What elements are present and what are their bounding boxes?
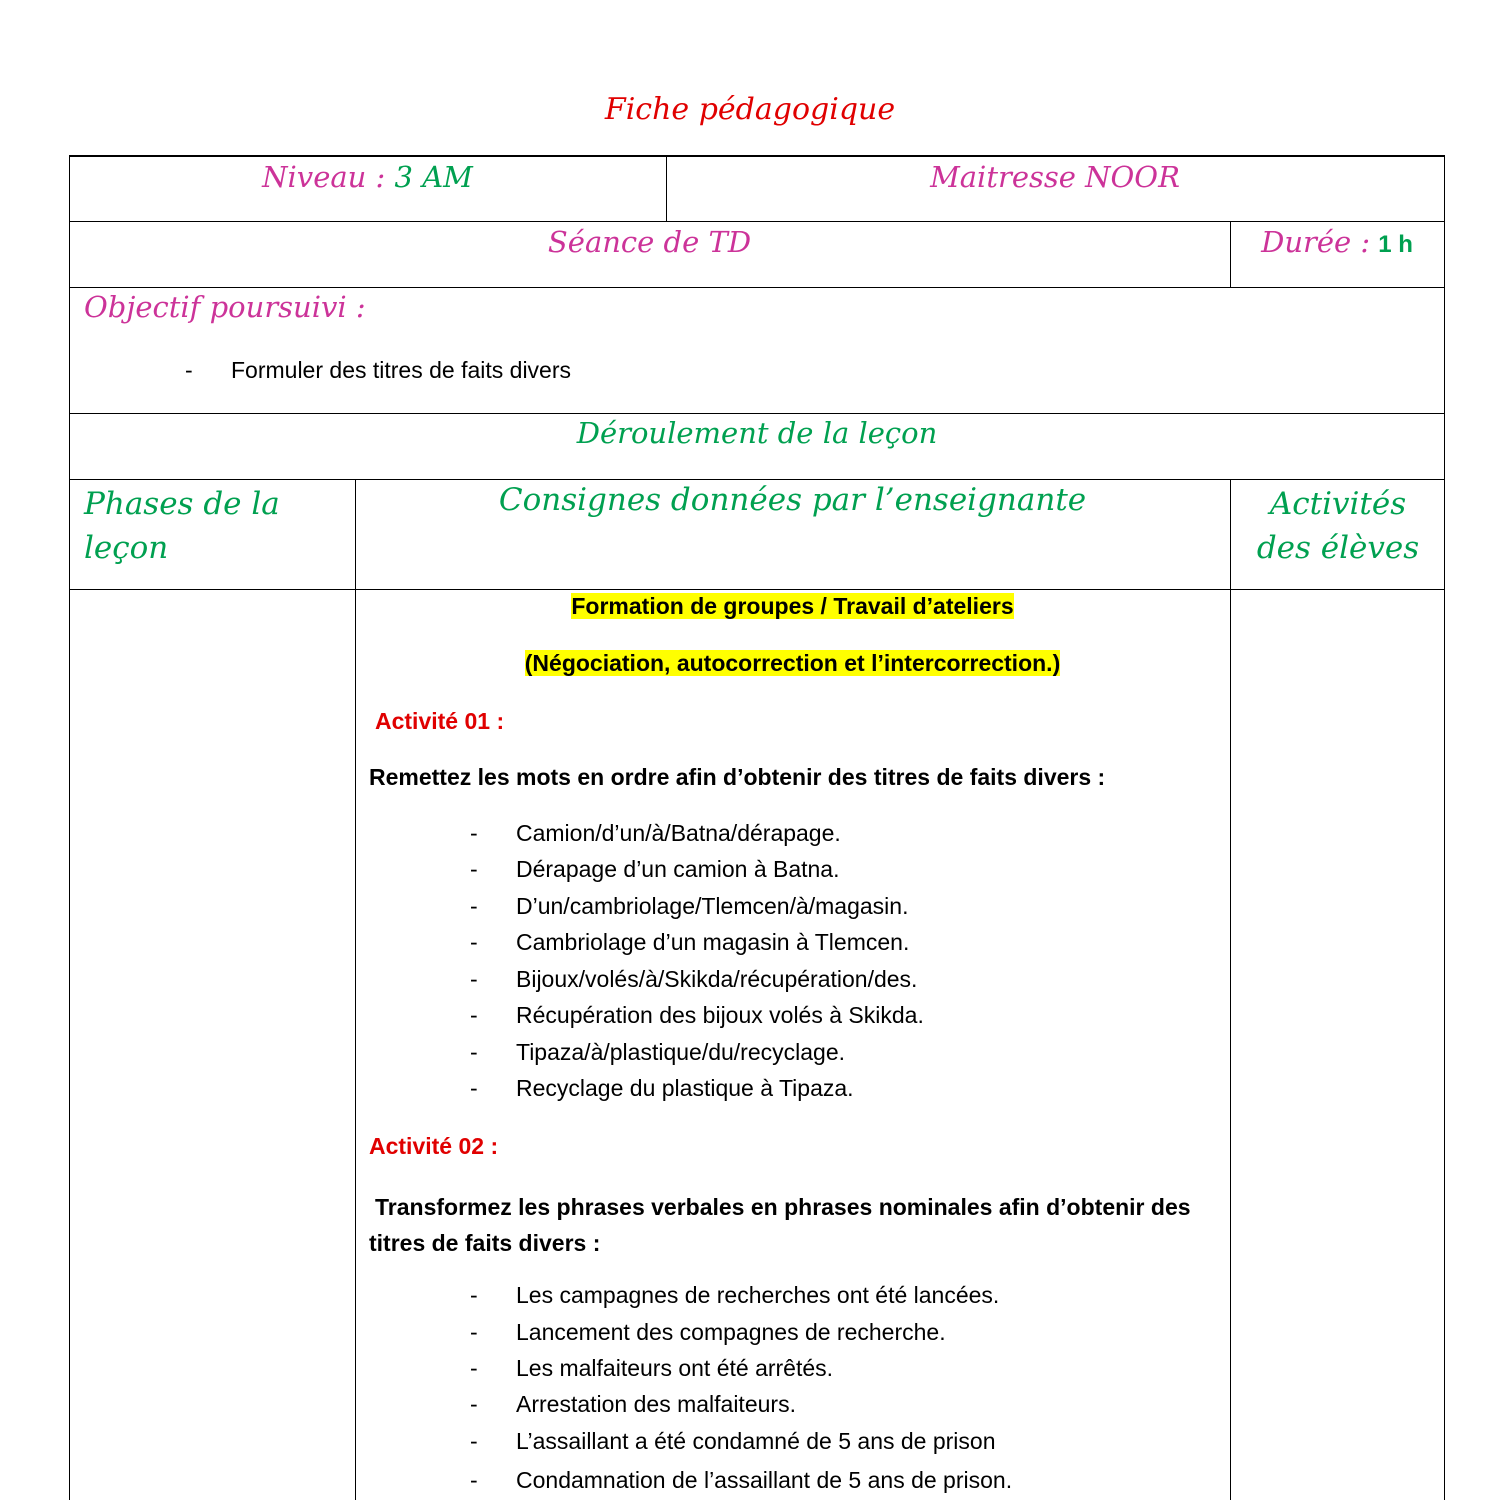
objectif-item: - Formuler des titres de faits divers [185,357,572,383]
niveau-cell [69,160,666,194]
deroulement-heading: Déroulement de la leçon [576,416,938,450]
teacher-name: Maitresse NOOR [930,160,1180,194]
banner-groups [355,593,1230,620]
duree-value: 1 h [1378,231,1413,258]
list-item: - L’assaillant a été condamné de 5 ans de prison [470,1428,996,1454]
activity2-label: Activité 02 : [369,1133,499,1159]
activity1-label: Activité 01 : [375,708,505,734]
duree-cell [1230,225,1444,260]
activity1-instruction: Remettez les mots en ordre afin d’obtenir des titres de faits divers : [369,764,1106,790]
niveau-value: 3 AM [394,160,473,194]
activity2-instruction: Transformez les phrases verbales en phrases nominales afin d’obtenir des titres de faits divers : [369,1194,1191,1256]
objectif-label: Objectif poursuivi : [84,290,366,324]
list-item: - Tipaza/à/plastique/du/recyclage. [470,1039,846,1065]
list-item: - Cambriolage d’un magasin à Tlemcen. [470,929,910,955]
column-header-phases: Phases de la leçon [84,486,280,566]
list-item: - Dérapage d’un camion à Batna. [470,856,840,882]
column-header-consignes: Consignes données par l’enseignante [498,482,1087,518]
list-item: - Les campagnes de recherches ont été lancées. [470,1282,1000,1308]
banner-groups-text: Formation de groupes / Travail d’ateliers [571,593,1014,619]
list-item: - Condamnation de l’assaillant de 5 ans de prison. [470,1467,1013,1493]
list-item: - Lancement des compagnes de recherche. [470,1319,946,1345]
list-item: - Camion/d’un/à/Batna/dérapage. [470,820,841,846]
column-header-activites: Activités des élèves [1256,486,1420,566]
list-item: - D’un/cambriolage/Tlemcen/à/magasin. [470,893,909,919]
document-title: Fiche pédagogique [604,92,896,127]
list-item: - Bijoux/volés/à/Skikda/récupération/des. [470,966,918,992]
list-item: - Récupération des bijoux volés à Skikda. [470,1002,924,1028]
list-item: - Les malfaiteurs ont été arrêtés. [470,1355,834,1381]
niveau-label: Niveau : [262,160,386,194]
seance-title: Séance de TD [547,225,752,259]
duree-label: Durée : [1261,225,1371,259]
banner-negotiation [355,650,1230,677]
banner-negotiation-text: (Négociation, autocorrection et l’intercorrection.) [524,650,1061,676]
list-item: - Arrestation des malfaiteurs. [470,1391,796,1417]
objectif-text: Formuler des titres de faits divers [231,357,572,383]
list-item: - Recyclage du plastique à Tipaza. [470,1075,854,1101]
